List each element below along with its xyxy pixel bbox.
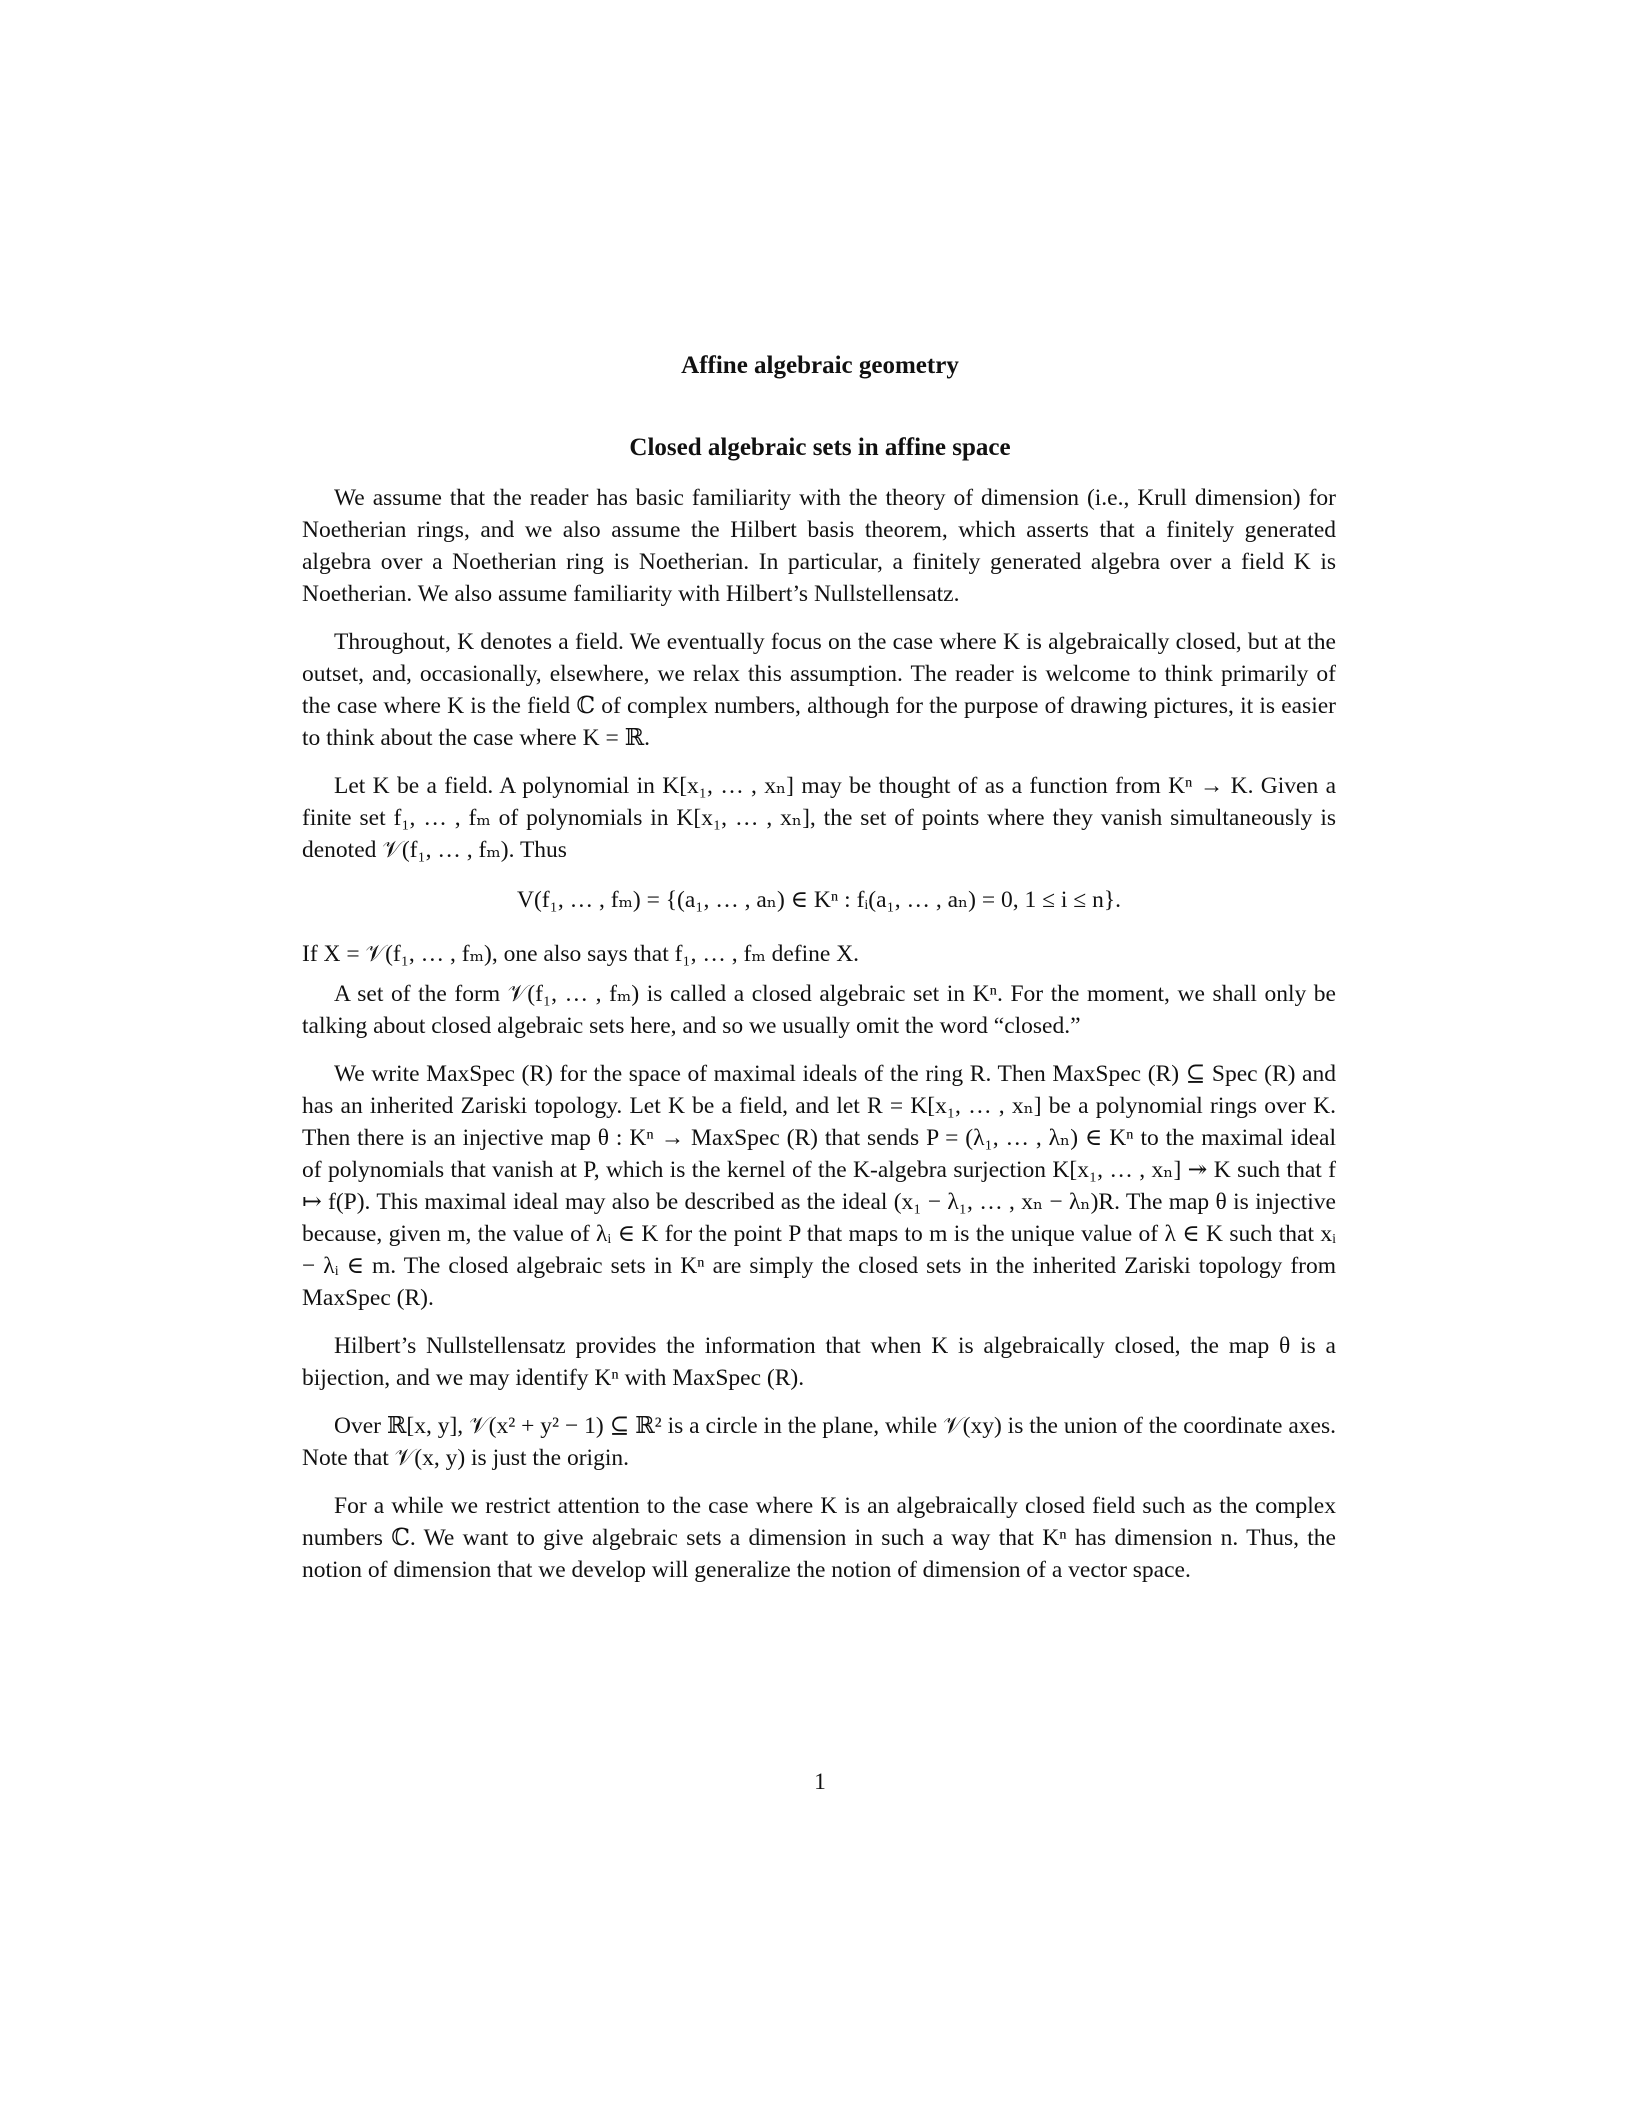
paragraph-closed-algebraic-set: A set of the form 𝒱(f₁, … , fₘ) is called a closed algebraic set in Kⁿ. For the moment, we shall only be talking about closed algebraic sets here, and so we usually omit the word “closed.” xyxy=(302,981,1336,1039)
paragraph-dimension: For a while we restrict attention to the case where K is an algebraically closed field such as the complex numbers ℂ. We want to give algebraic sets a dimension in such a way that Kⁿ has dimension n. Thus, the notion of dimension that we develop will generalize the notion of dimension of a vector space. xyxy=(302,1493,1336,1583)
paragraph-maxspec: We write MaxSpec (R) for the space of maximal ideals of the ring R. Then MaxSpec (R) ⊆ Spec (R) and has an inherited Zariski topology. Let K be a field, and let R = K[x₁, … , xₙ] be a polynomial rings over K. Then there is an injective map θ : Kⁿ → MaxSpec (R) that sends P = (λ₁, … , λₙ) ∈ Kⁿ to the maximal ideal of polynomials that vanish at P, which is the kernel of the K-algebra surjection K[x₁, … , xₙ] ↠ K such that f ↦ f(P). This maximal ideal may also be described as the ideal (x₁ − λ₁, … , xₙ − λₙ)R. The map θ is injective because, given m, the value of λᵢ ∈ K for the point P that maps to m is the unique value of λ ∈ K such that xᵢ − λᵢ ∈ m. The closed algebraic sets in Kⁿ are simply the closed sets in the inherited Zariski topology from MaxSpec (R). xyxy=(302,1061,1336,1311)
paragraph-nullstellensatz: Hilbert’s Nullstellensatz provides the information that when K is algebraically closed, the map θ is a bijection, and we may identify Kⁿ with MaxSpec (R). xyxy=(302,1333,1336,1391)
page-number: 1 xyxy=(814,1769,826,1795)
document-title: Affine algebraic geometry xyxy=(681,352,959,379)
paragraph-examples: Over ℝ[x, y], 𝒱(x² + y² − 1) ⊆ ℝ² is a circle in the plane, while 𝒱(xy) is the union of the coordinate axes. Note that 𝒱(x, y) is just the origin. xyxy=(302,1413,1336,1471)
paragraph-assumptions: We assume that the reader has basic familiarity with the theory of dimension (i.e., Krull dimension) for Noetherian rings, and we also assume the Hilbert basis theorem, which asserts that a finitely generated algebra over a Noetherian ring is Noetherian. In particular, a finitely generated algebra over a field K is Noetherian. We also assume familiarity with Hilbert’s Nullstellensatz. xyxy=(302,485,1336,607)
paragraph-polynomials: Let K be a field. A polynomial in K[x₁, … , xₙ] may be thought of as a function from Kⁿ → K. Given a finite set f₁, … , fₘ of polynomials in K[x₁, … , xₙ], the set of points where they vanish simultaneously is denoted 𝒱(f₁, … , fₘ). Thus xyxy=(302,773,1336,863)
paragraph-field-k: Throughout, K denotes a field. We eventually focus on the case where K is algebraically closed, but at the outset, and, occasionally, elsewhere, we relax this assumption. The reader is welcome to think primarily of the case where K is the field ℂ of complex numbers, although for the purpose of drawing pictures, it is easier to think about the case where K = ℝ. xyxy=(302,629,1336,751)
document-body xyxy=(302,482,1336,1602)
display-equation: V(f₁, … , fₘ) = {(a₁, … , aₙ) ∈ Kⁿ : fᵢ(a₁, … , aₙ) = 0, 1 ≤ i ≤ n}. xyxy=(517,887,1121,913)
section-title: Closed algebraic sets in affine space xyxy=(629,434,1011,461)
paragraph-define-x: If X = 𝒱(f₁, … , fₘ), one also says that f₁, … , fₘ define X. xyxy=(302,941,860,967)
